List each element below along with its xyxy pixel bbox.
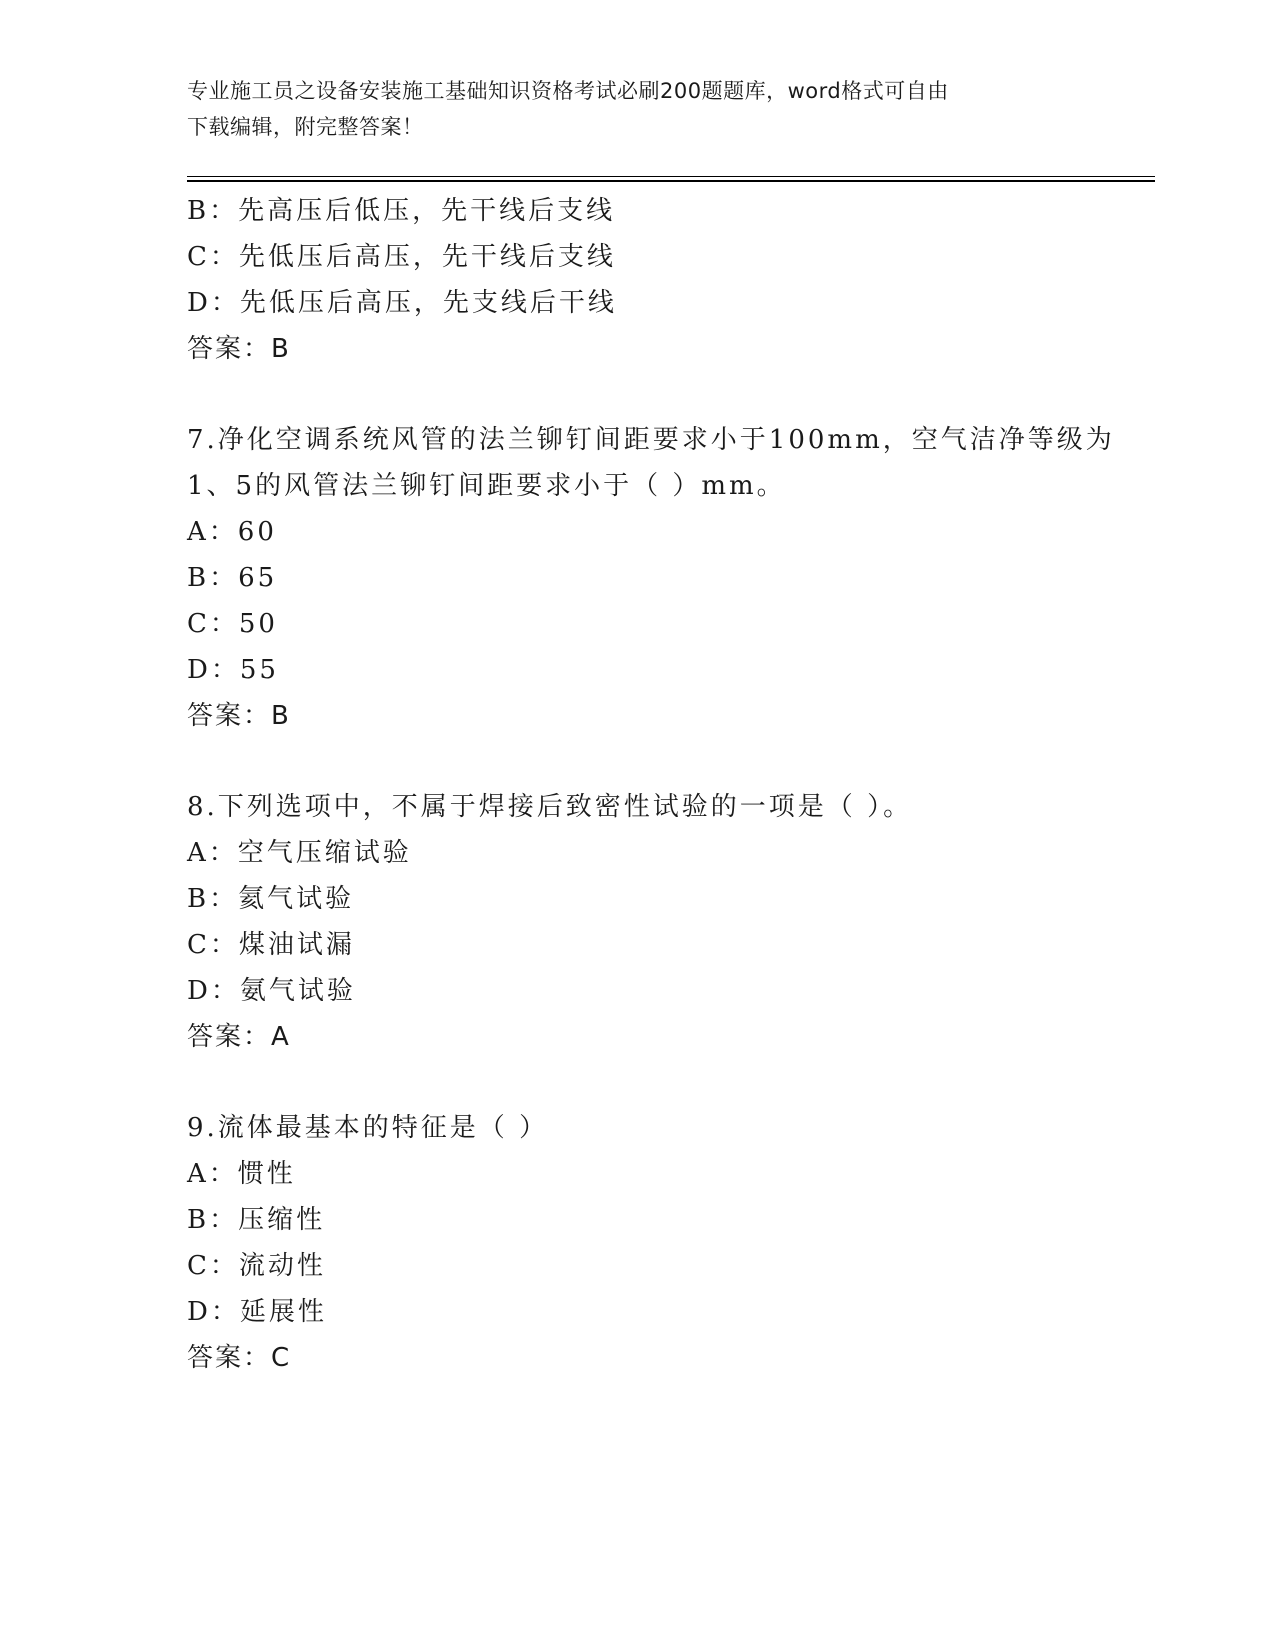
option-a: A：空气压缩试验: [187, 838, 412, 868]
answer: 答案：B: [187, 334, 291, 364]
question-6-tail: [187, 188, 1107, 372]
question-stem: 9.流体最基本的特征是（ ）: [187, 1113, 549, 1143]
option-a: A：惯性: [187, 1159, 296, 1189]
header-line-1: 专业施工员之设备安装施工基础知识资格考试必刷200题题库，word格式可自由: [187, 79, 949, 103]
option-b: B：先高压后低压，先干线后支线: [187, 196, 616, 226]
answer: 答案：B: [187, 701, 291, 731]
question-stem-line-2: 1、5的风管法兰铆钉间距要求小于（ ）mm。: [187, 471, 786, 501]
document-header: [187, 73, 1087, 145]
header-divider-thick: [187, 180, 1155, 182]
question-9: [187, 1105, 1107, 1381]
answer: 答案：C: [187, 1343, 292, 1373]
option-c: C：50: [187, 609, 278, 639]
question-stem-line-1: 7.净化空调系统风管的法兰铆钉间距要求小于100mm，空气洁净等级为: [187, 425, 1115, 455]
question-content: [187, 188, 1115, 1381]
option-c: C：流动性: [187, 1251, 326, 1281]
option-c: C：先低压后高压，先干线后支线: [187, 242, 616, 272]
question-7: [187, 417, 1115, 739]
question-stem: 8.下列选项中，不属于焊接后致密性试验的一项是（ ）。: [187, 792, 913, 822]
option-b: B：氦气试验: [187, 884, 355, 914]
header-divider-thin: [187, 176, 1155, 177]
option-a: A：60: [187, 517, 277, 547]
option-b: B：压缩性: [187, 1205, 326, 1235]
header-line-2: 下载编辑，附完整答案！: [187, 115, 424, 139]
spacer: [187, 739, 1107, 784]
spacer: [187, 1060, 1107, 1105]
question-8: [187, 784, 1107, 1060]
option-d: D：氨气试验: [187, 976, 356, 1006]
option-b: B：65: [187, 563, 278, 593]
option-c: C：煤油试漏: [187, 930, 355, 960]
option-d: D：先低压后高压，先支线后干线: [187, 288, 617, 318]
spacer: [187, 372, 1107, 417]
answer: 答案：A: [187, 1022, 291, 1052]
option-d: D：延展性: [187, 1297, 327, 1327]
option-d: D：55: [187, 655, 279, 685]
